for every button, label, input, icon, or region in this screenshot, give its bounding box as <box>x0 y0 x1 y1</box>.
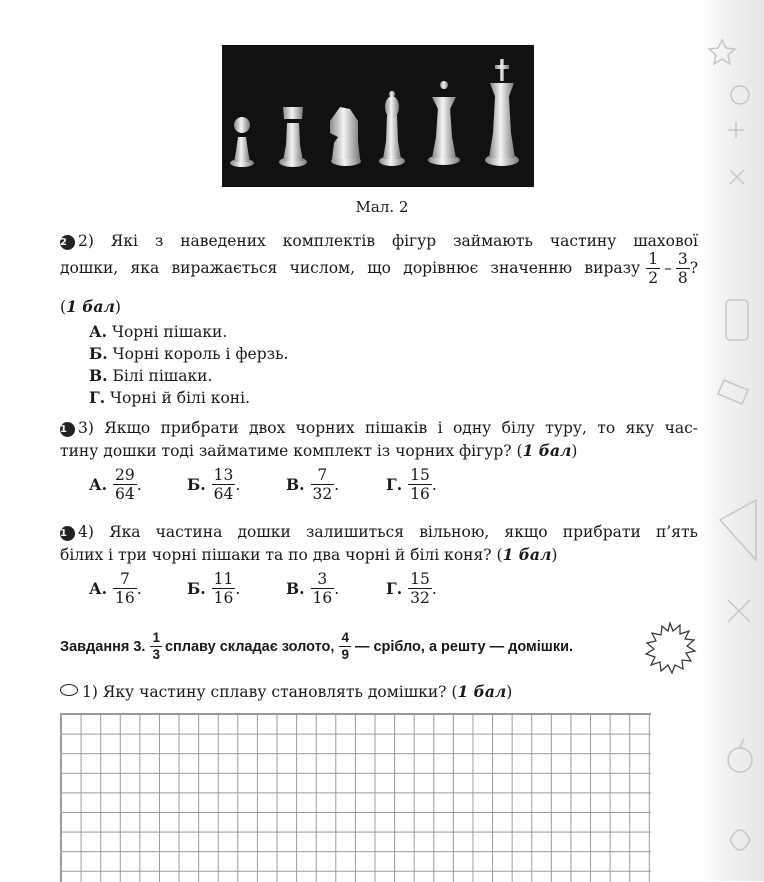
q4-line1 <box>60 522 698 543</box>
expr-question-mark: ? <box>689 259 698 277</box>
q2-text-2: дошки, яка виражається числом, що дорівнює значенню виразу <box>60 259 641 277</box>
q2-option-d[interactable]: Г. Чорні й білі коні. <box>89 388 251 407</box>
q4-answer-a[interactable]: А. $\frac{7}{16}$ . <box>89 570 142 607</box>
expr-fraction-b: $\frac{3}{8}$ <box>677 250 688 287</box>
expr-fraction-a: $\frac{1}{2}$ <box>648 250 659 287</box>
number-badge-icon: 1 <box>60 526 75 541</box>
task3-label: Завдання 3. <box>60 638 146 655</box>
q4-text-2: білих і три чорні пішаки та по два чорні й білі коня? <box>60 546 492 564</box>
q2-text-1: 2) Які з наведених комплектів фігур займають частину шахової <box>78 232 698 250</box>
task3-text-1: сплаву складає золото, <box>164 638 335 655</box>
task3-fraction-1: $\frac{1}{3}$ <box>152 630 160 662</box>
margin-decoration <box>700 0 764 881</box>
q2-points: (1 бал) <box>60 297 121 316</box>
task3-fraction-2: $\frac{4}{9}$ <box>341 630 349 662</box>
answer-grid[interactable] <box>60 713 651 882</box>
q4-answer-c[interactable]: В. $\frac{3}{16}$ . <box>286 570 340 607</box>
q3-answer-b[interactable]: Б. $\frac{13}{64}$ . <box>187 466 241 503</box>
t3q1-line: 1) Яку частину сплаву становлять домішки? (1 бал) <box>60 681 698 703</box>
task3-text-2: — срібло, а решту — домішки. <box>354 638 574 655</box>
q3-answer-a[interactable]: А. $\frac{29}{64}$ . <box>89 466 142 503</box>
q3-answer-d[interactable]: Г. $\frac{15}{16}$ . <box>386 466 437 503</box>
figure-caption: Мал. 2 <box>355 198 409 216</box>
q4-answer-b[interactable]: Б. $\frac{11}{16}$ . <box>187 570 241 607</box>
star-burst-icon <box>642 620 698 676</box>
number-badge-icon: 1 <box>60 422 75 437</box>
q3-line1 <box>60 418 698 439</box>
q3-text-1: 3) Якщо прибрати двох чорних пішаків і одну білу туру, то яку час- <box>78 419 698 437</box>
number-badge-icon: 2 <box>60 235 75 250</box>
expr-operator: – <box>664 259 672 277</box>
q2-line1 <box>60 231 698 252</box>
q2-option-c[interactable]: В. Білі пішаки. <box>89 366 213 385</box>
q4-text-1: 4) Яка частина дошки залишиться вільною, якщо прибрати п’ять <box>78 523 698 541</box>
doodle-icons <box>700 0 764 881</box>
q4-answer-d[interactable]: Г. $\frac{15}{32}$ . <box>386 570 437 607</box>
q3-text-2: тину дошки тоді займатиме комплект із чорних фігур? <box>60 442 512 460</box>
q4-line2: білих і три чорні пішаки та по два чорні й білі коня? (1 бал) <box>60 545 558 564</box>
speech-bubble-icon <box>60 684 78 696</box>
q3-line2: тину дошки тоді займатиме комплект із чорних фігур? (1 бал) <box>60 441 578 460</box>
q2-option-a[interactable]: А. Чорні пішаки. <box>89 322 228 341</box>
q2-option-b[interactable]: Б. Чорні король і ферзь. <box>89 344 289 363</box>
q3-answer-c[interactable]: В. $\frac{7}{32}$ . <box>286 466 340 503</box>
chess-pieces-photo <box>222 45 534 187</box>
q2-line2 <box>60 250 698 287</box>
t3q1-text: 1) Яку частину сплаву становлять домішки? <box>82 683 447 701</box>
task3-heading <box>60 630 573 663</box>
